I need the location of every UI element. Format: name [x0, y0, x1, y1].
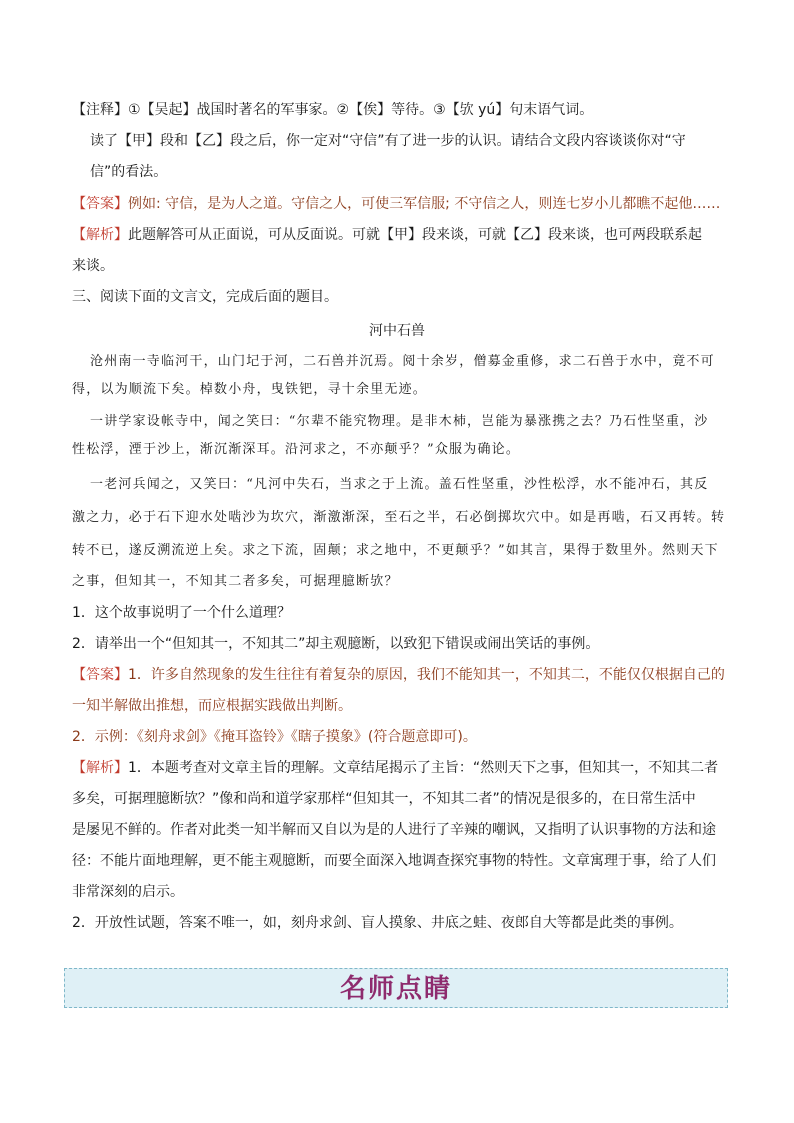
- passage-p2-line-1: 一讲学家设帐寺中，闻之笑曰：“尔辈不能究物理。是非木杮，岂能为暴涨携之去？乃石性坚重，沙: [90, 414, 709, 429]
- banner-title: 名师点睛: [339, 974, 452, 1004]
- answer-2-text-1: 1．许多自然现象的发生往往有着复杂的原因，我们不能知其一，不知其二，不能仅仅根据自己的: [128, 667, 725, 683]
- passage-title: 河中石兽: [369, 323, 425, 339]
- note-line: [72, 100, 593, 120]
- question-2: 2．请举出一个“但知其一，不知其二”却主观臆断，以致犯下错误或闹出笑话的事例。: [72, 636, 600, 652]
- answer-2-line-3: 2．示例：《刻舟求剑》《掩耳盗铃》《瞎子摸象》(符合题意即可)。: [72, 729, 477, 745]
- analysis-1-text-1: 此题解答可从正面说，可从反面说。可就【甲】段来谈，可就【乙】段来谈，也可两段联系起: [128, 227, 702, 243]
- analysis-2-line-5: 非常深刻的启示。: [72, 884, 184, 900]
- passage-p3-line-4: 之事，但知其一，不知其二者多矣，可据理臆断欤？: [72, 574, 399, 589]
- section-3-heading: 三、阅读下面的文言文，完成后面的题目。: [72, 289, 338, 305]
- question-line-1: 读了【甲】段和【乙】段之后，你一定对“守信”有了进一步的认识。请结合文段内容谈谈你对“守: [90, 133, 686, 149]
- analysis-2-line-1: [72, 758, 718, 778]
- answer-1-label: 【答案】: [72, 196, 128, 212]
- analysis-2-line-3: 是屡见不鲜的。作者对此类一知半解而又自以为是的人进行了辛辣的嘲讽，又指明了认识事物的方法和途: [72, 822, 716, 838]
- analysis-1-line-1: [72, 225, 702, 245]
- analysis-2-line-6: 2．开放性试题，答案不唯一，如，刻舟求剑、盲人摸象、井底之蛙、夜郎自大等都是此类的事例。: [72, 915, 683, 931]
- analysis-2-line-2: 多矣，可据理臆断欤？”像和尚和道学家那样“但知其一，不知其二者”的情况是很多的，在日常生活中: [72, 791, 696, 807]
- section-banner: [64, 968, 728, 1008]
- answer-2-line-1: [72, 665, 725, 685]
- answer-1-line: [72, 194, 720, 214]
- answer-1-text: 例如: 守信，是为人之道。守信之人，可使三军信服; 不守信之人，则连七岁小儿都瞧不起他……: [128, 196, 721, 212]
- note-label: 【注释】: [72, 102, 128, 118]
- answer-2-label: 【答案】: [72, 667, 128, 683]
- question-line-2: 信”的看法。: [90, 164, 168, 180]
- passage-p3-line-2: 激之力，必于石下迎水处啮沙为坎穴，渐激渐深，至石之半，石必倒掷坎穴中。如是再啮，石又再转。转: [72, 510, 726, 525]
- analysis-1-label: 【解析】: [72, 227, 128, 243]
- analysis-2-text-1: 1．本题考查对文章主旨的理解。文章结尾揭示了主旨：“然则天下之事，但知其一，不知其二者: [128, 760, 719, 776]
- passage-p1-line-1: 沧州南一寺临河干，山门圮于河，二石兽并沉焉。阅十余岁，僧募金重修，求二石兽于水中，竟不可: [90, 354, 715, 369]
- analysis-2-line-4: 径：不能片面地理解，更不能主观臆断，而要全面深入地调查探究事物的特性。文章寓理于事，给了人们: [72, 853, 716, 869]
- question-1: 1．这个故事说明了一个什么道理？: [72, 605, 291, 621]
- analysis-2-label: 【解析】: [72, 760, 128, 776]
- passage-p2-line-2: 性松浮，湮于沙上，渐沉渐深耳。沿河求之，不亦颠乎？”众服为确论。: [72, 442, 521, 457]
- analysis-1-line-2: 来谈。: [72, 258, 114, 274]
- note-text: ①【吴起】战国时著名的军事家。②【俟】等待。③【欤 yú】句末语气词。: [128, 102, 594, 118]
- answer-2-line-2: 一知半解做出推想，而应根据实践做出判断。: [72, 698, 352, 714]
- passage-p1-line-2: 得，以为顺流下矣。棹数小舟，曳铁钯，寻十余里无迹。: [72, 382, 428, 397]
- passage-p3-line-1: 一老河兵闻之，又笑曰：“凡河中失石，当求之于上流。盖石性坚重，沙性松浮，水不能冲石，其反: [90, 477, 709, 492]
- passage-p3-line-3: 转不已，遂反溯流逆上矣。求之下流，固颠；求之地中，不更颠乎？”如其言，果得于数里外。然则天下: [72, 543, 719, 558]
